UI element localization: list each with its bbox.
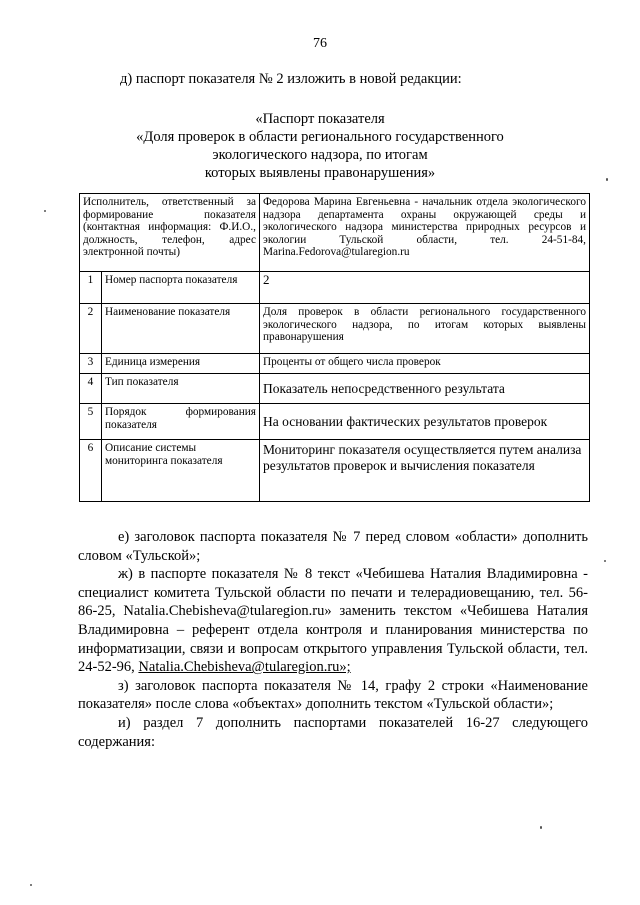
paragraph-z: з) заголовок паспорта показателя № 14, графу 2 строки «Наименование показателя» после слова «объектах» дополнить текстом «Тульской области»; (78, 677, 588, 713)
row-number: 4 (80, 374, 102, 404)
scan-speck (540, 826, 542, 829)
row-number: 6 (80, 440, 102, 502)
row-value: 2 (260, 272, 590, 304)
row-label: Тип показателя (102, 374, 260, 404)
table-row (80, 404, 590, 440)
table-row (80, 272, 590, 304)
row-number: 3 (80, 354, 102, 374)
scan-speck (606, 178, 608, 181)
table-row (80, 354, 590, 374)
paragraph-zh (78, 565, 588, 677)
passport-table (79, 193, 590, 502)
passport-title (0, 110, 640, 182)
paragraph-e: е) заголовок паспорта показателя № 7 перед словом «области» дополнить словом «Тульской»; (78, 529, 588, 564)
header-right-cell: Федорова Марина Евгеньевна - начальник отдела экологического надзора департамента охраны окружающей среды и экологического надзора министерства природных ресурсов и экологии Тульской области, тел. 24-51-84, Marina.Fedorova@tularegion.ru (260, 194, 590, 272)
row-value: Показатель непосредственного результата (260, 374, 590, 404)
row-value: Проценты от общего числа проверок (260, 354, 590, 374)
paragraph-zh-text: ж) в паспорте показателя № 8 текст «Чебишева Наталия Владимировна - специалист комитета Тульской области по печати и телерадиовещанию, тел. 56-86-25, Natalia.Chebisheva@tularegion.ru» заменить текстом «Чебишева Наталия Владимировна – референт отдела контроля и планирования министерства по информатизации, связи и вопросам открытого управления Тульской области, тел. 24-52-96, (78, 566, 588, 676)
row-number: 2 (80, 304, 102, 354)
row-number: 1 (80, 272, 102, 304)
table-row (80, 374, 590, 404)
page-number: 76 (313, 36, 327, 51)
email-link-text: Natalia.Chebisheva@tularegion.ru»; (138, 659, 351, 676)
table-row (80, 304, 590, 354)
row-label: Наименование показателя (102, 304, 260, 354)
row-label: Порядок формирования показателя (102, 404, 260, 440)
amendments-body (78, 528, 588, 751)
passport-title-line-3: экологического надзора, по итогам (212, 147, 428, 163)
passport-title-line-1: «Паспорт показателя (255, 111, 385, 127)
row-label: Описание системы мониторинга показателя (102, 440, 260, 502)
paragraph-i: и) раздел 7 дополнить паспортами показателей 16-27 следующего содержания: (78, 714, 588, 750)
header-left-cell: Исполнитель, ответственный за формирование показателя (контактная информация: Ф.И.О., должность, телефон, адрес электронной почты) (80, 194, 260, 272)
passport-title-line-2: «Доля проверок в области регионального государственного (136, 129, 504, 145)
row-value: На основании фактических результатов проверок (260, 404, 590, 440)
scan-speck (30, 884, 32, 886)
row-value: Мониторинг показателя осуществляется путем анализа результатов проверок и вычисления показателя (260, 440, 590, 502)
table-row (80, 440, 590, 502)
scan-speck (44, 210, 46, 212)
row-label: Номер паспорта показателя (102, 272, 260, 304)
row-value: Доля проверок в области регионального государственного экологического надзора, по итогам которых выявлены правонарушения (260, 304, 590, 354)
table-header-row (80, 194, 590, 272)
row-number: 5 (80, 404, 102, 440)
intro-paragraph: д) паспорт показателя № 2 изложить в новой редакции: (120, 71, 462, 87)
passport-title-line-4: которых выявлены правонарушения» (204, 165, 436, 181)
row-label: Единица измерения (102, 354, 260, 374)
scan-speck (604, 560, 606, 562)
